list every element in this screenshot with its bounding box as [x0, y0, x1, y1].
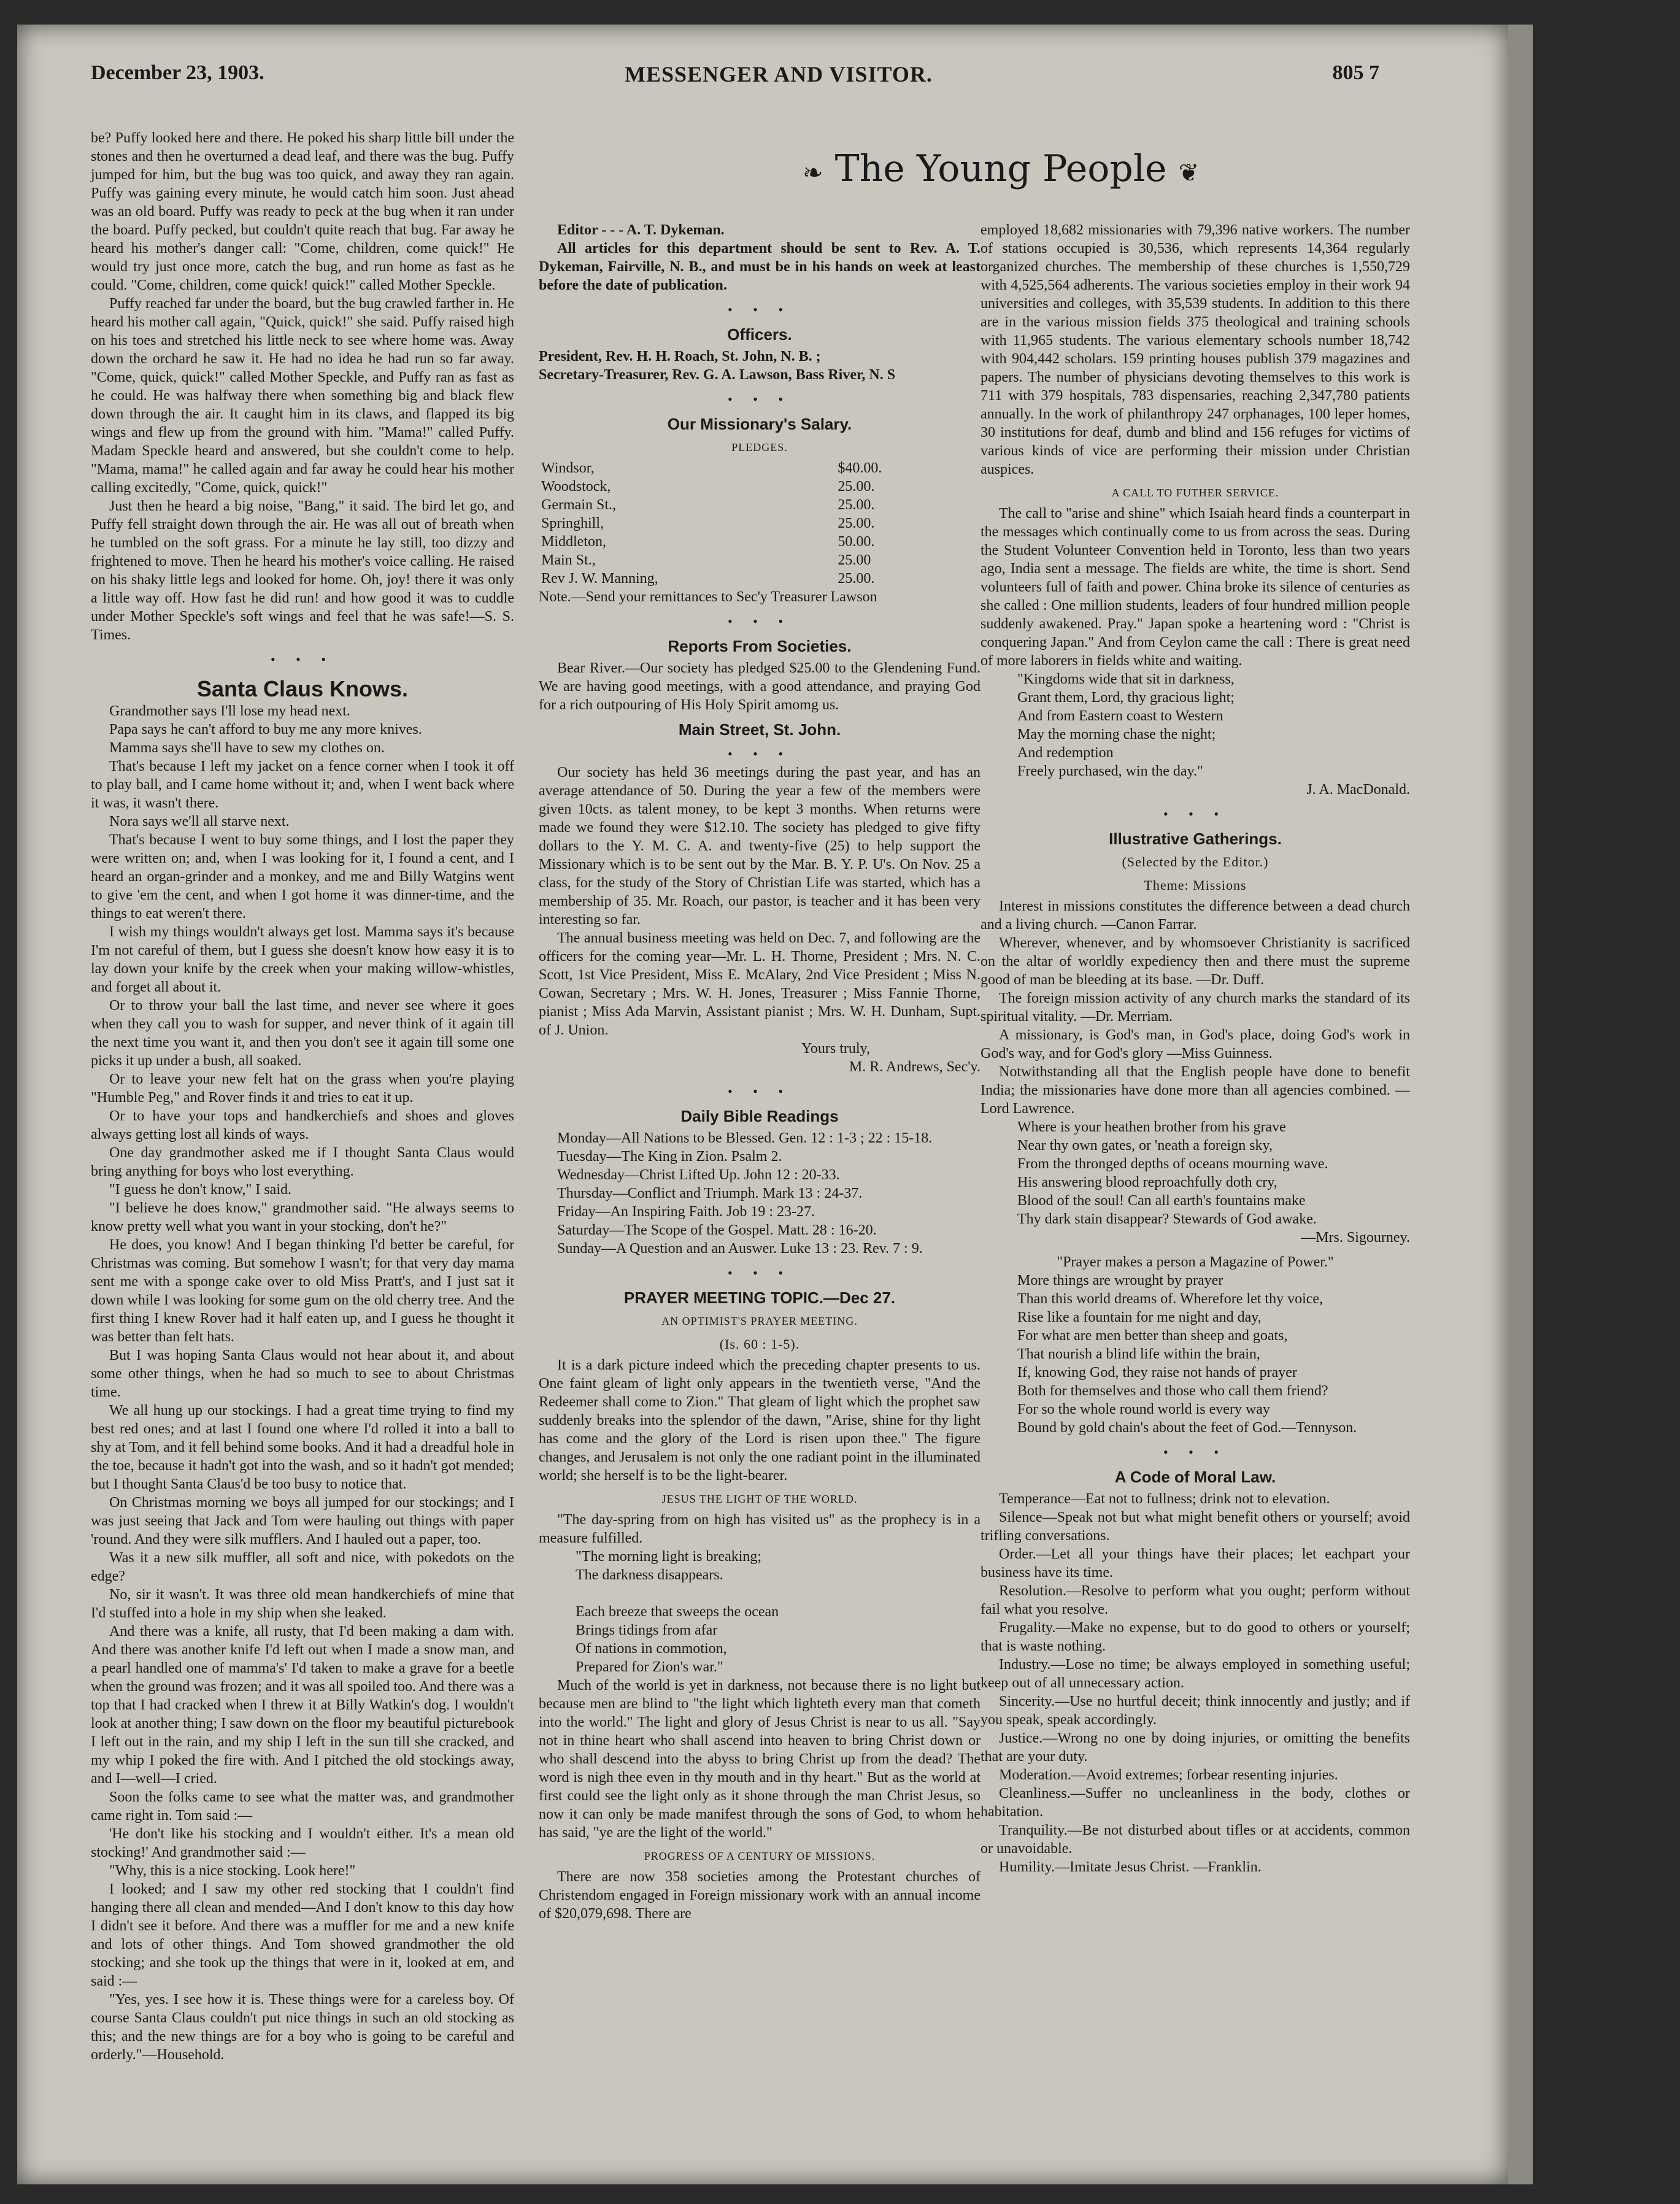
paragraph: Industry.—Lose no time; be always employed in something useful; keep out of all unnecessary action. [981, 1657, 1410, 1691]
paragraph: That's because I left my jacket on a fence corner when I took it off to play ball, and I came home without it; and, when I went back where it was, it wasn't there. [91, 758, 514, 811]
pledge-amount: 25.00. [838, 497, 875, 513]
paragraph: be? Puffy looked here and there. He poked his sharp little bill under the stones and then he overturned a dead leaf, and there was the bug. Puffy jumped for him, but the bug was too quick, and away they ran again. Puffy was gaining every minute, he would catch him soon. Just ahead was an old board. Puffy was ready to peck at the bug when it ran under the board. Puffy pecked, but couldn't quite reach that bug. Far away he heard his mother's danger call: "Come, children, come quick!" He would try just once more, catch the bug, and run home as fast as he could. "Come, children, come quick! quick!" called Mother Speckle. [91, 130, 514, 293]
paragraph: Was it a new silk muffler, all soft and nice, with pokedots on the edge? [91, 1550, 514, 1584]
poem-line: More things are wrought by prayer [1017, 1273, 1223, 1289]
pledge-name: Rev J. W. Manning, [541, 571, 658, 587]
flourish-icon: ❦ [1178, 159, 1200, 187]
separator-dots: • • • [270, 652, 335, 667]
poem-line: For what are men better than sheep and goats, [1017, 1328, 1288, 1344]
paragraph: employed 18,682 missionaries with 79,396 native workers. The number of stations occupied is 30,536, which represents 14,364 regularly organized churches. The membership of these churches is 1,550,729 with 4,525,564 adherents. The various societies employ in their work 94 universities and colleges, with 35,539 students. In addition to this there are in the various mission fields 375 theological and training schools with 11,965 students. The various elementary schools number 18,742 with 904,442 scholars. 159 printing houses publish 379 magazines and papers. The number of physicians devoting themselves to this work is 711 with 379 hospitals, 783 dispensaries, reaching 2,347,780 patients annually. In the work of philanthropy 247 orphanages, 100 leper homes, 30 institutions for deaf, dumb and blind and 156 refuges for victims of various kinds of vice are performing their mission under Christian auspices. [981, 222, 1410, 477]
separator-dots: • • • [727, 1084, 792, 1099]
officers-heading: Officers. [727, 325, 792, 344]
poem-line: Both for themselves and those who call them friend? [1017, 1383, 1328, 1399]
article-body [91, 702, 514, 2064]
paragraph: Monday—All Nations to be Blessed. Gen. 12 : 1-3 ; 22 : 15-18. [557, 1130, 933, 1146]
page-header [91, 61, 1379, 104]
code-heading: A Code of Moral Law. [1114, 1468, 1276, 1486]
paragraph: Cleanliness.—Suffer no uncleanliness in the body, clothes or habitation. [981, 1786, 1410, 1820]
paragraph: Thursday—Conflict and Triumph. Mark 13 : 24-37. [557, 1185, 863, 1201]
paragraph: The annual business meeting was held on Dec. 7, and following are the officers for the coming year—Mr. L. H. Thorne, President ; Mrs. N. C. Scott, 1st Vice President, Miss E. McAlary, 2nd Vice President ; Miss N. Cowan, Secretary ; Mrs. W. H. Jones, Treasurer ; Miss Fannie Thorne, pianist ; Miss Ada Marvin, Assistant pianist ; Mrs. W. H. Dunham, Supt. of J. Union. [539, 930, 981, 1038]
paragraph: We all hung up our stockings. I had a great time trying to find my best red ones; and at last I found one where I'd rolled it into a ball to shy at Tom, and it fell behind some books. And it had a dreadful hole in the toe, because it hadn't got into the wash, and so it hadn't got mended; but I thought Santa Claus'd be too busy to notice that. [91, 1403, 514, 1492]
newspaper-page [17, 25, 1508, 2184]
poem-line: If, knowing God, they raise not hands of prayer [1017, 1365, 1297, 1381]
paragraph: He does, you know! And I began thinking I'd better be careful, for Christmas was coming. But somehow I wasn't; for that very day mama sent me with a sponge cake over to old Miss Pratt's, and I just sat it down while I was looking for some gum on the old cherry tree. And the first thing I knew Rover had it half eaten up, and I guess he thought it was better than felt hats. [91, 1237, 514, 1345]
section-title-text: The Young People [834, 147, 1167, 190]
prayer-subheading: AN OPTIMIST'S PRAYER MEETING. [661, 1315, 858, 1327]
paragraph: The call to "arise and shine" which Isaiah heard finds a counterpart in the messages which continually come to us from across the seas. During the Student Volunteer Convention held in Toronto, less than two years ago, India sent a message. The fields are white, the time is short. Send volunteers full of faith and power. China broke its silence of centuries as she called : One million students, leaders of four hundred million people suddenly awakened. Pray." Japan spoke a heartening word : "Christ is conquering Japan." And from Ceylon came the call : There is great need of more laborers in fields white and waiting. [981, 506, 1410, 669]
paragraph: Or to throw your ball the last time, and never see where it goes when they call you to wash for supper, and never think of it again till the next time you want it, and then you don't see it again till some one picks it up under a bush, all soaked. [91, 998, 514, 1069]
poem-line: Freely purchased, win the day." [1017, 763, 1203, 779]
separator-dots: • • • [1163, 806, 1228, 822]
paragraph: And there was a knife, all rusty, that I'd been making a dam with. And there was another knife I'd left out when I made a snow man, and a pearl handled one of mamma's' I'd taken to make a grave for a beetle when the ground was frozen; and it was all spoiled too. And there was a top that I had cracked when I threw it at Billy Watkin's dog. I wouldn't look at another thing; I saw down on the floor my beautiful picturebook I left out in the rain, and my ship I left in the sun till she cracked, and my whip I poked the fire with. And I pitched the old stockings away, and I—well—I cried. [91, 1624, 514, 1787]
paragraph: I wish my things wouldn't always get lost. Mamma says it's because I'm not careful of them, but I guess she doesn't know how easy it is to lay down your knife by the creek when your making willow-whistles, and forget all about it. [91, 924, 514, 995]
paragraph: Sincerity.—Use no hurtful deceit; think innocently and justly; and if you speak, speak accordingly. [981, 1693, 1410, 1728]
paragraph: Resolution.—Resolve to perform what you ought; perform without fail what you resolve. [981, 1583, 1410, 1617]
editor-line: Editor - - - A. T. Dykeman. [557, 222, 725, 238]
paragraph: Our society has held 36 meetings during the past year, and has an average attendance of 50. During the year a few of the members were given 10cts. as talent money, to be kept 3 months. When returns were made we found they were $12.10. The society has pledged to give fifty dollars to the Y. M. C. A. and twenty-five (25) to help support the Missionary which is to be sent out by the Mar. B. Y. P. U's. On Nov. 25 a class, for the study of the Story of Christian Life was started, which has a membership of 35. Mr. Roach, our pastor, is teacher and it has been very interesting so far. [539, 765, 981, 928]
paragraph: No, sir it wasn't. It was three old mean handkerchiefs of mine that I'd stuffed into a hole in my ship when she leaked. [91, 1587, 514, 1621]
poem-line: Bound by gold chain's about the feet of God.—Tennyson. [1017, 1420, 1357, 1436]
editor-note: All articles for this department should be sent to Rev. A. T. Dykeman, Fairville, N. B., and must be in his hands on week at least before the date of publication. [539, 241, 981, 293]
masthead: MESSENGER AND VISITOR. [625, 62, 933, 87]
pledge-name: Windsor, [541, 460, 595, 476]
poem-line: And from Eastern coast to Western [1017, 708, 1223, 724]
paragraph: Mamma says she'll have to sew my clothes on. [109, 740, 385, 756]
pledge-row [539, 477, 981, 496]
poem-line: Prepared for Zion's war." [576, 1659, 723, 1675]
pledge-name: Springhill, [541, 515, 604, 531]
jesus-subheading: JESUS THE LIGHT OF THE WORLD. [661, 1493, 858, 1505]
poem [539, 1547, 981, 1676]
poem-line: And redemption [1017, 745, 1114, 761]
pledge-row [539, 551, 981, 569]
poem-line: From the thronged depths of oceans mourning wave. [1017, 1156, 1328, 1172]
illustrative-sub: (Selected by the Editor.) [1122, 854, 1269, 869]
paragraph: Puffy reached far under the board, but the bug crawled farther in. He heard his mother call again, "Quick, quick!" she said. Puffy raised high on his toes and stretched his little neck to see where home was. Away down the orchard he saw it. He had no idea he had run so far away. "Come, quick, quick!" called Mother Speckle, and Puffy ran as fast as he could. He was halfway there when something big and black flew down through the air. It caught him in its claws, and flapped its big wings and flew up from the ground with him. "Mama!" called Puffy. Madam Speckle heard and answered, but she couldn't come to help. "Mama, mama!" he called again and far away he could hear his mother calling excitedly, "Come, quick, quick!" [91, 296, 514, 496]
poem [981, 1118, 1410, 1228]
section-title [803, 147, 1199, 190]
officer-line: Secretary-Treasurer, Rev. G. A. Lawson, Bass River, N. S [539, 367, 896, 383]
pledge-amount: 50.00. [838, 534, 875, 550]
separator-dots: • • • [727, 1265, 792, 1281]
paragraph: A missionary, is God's man, in God's place, doing God's work in God's way, and for God's glory —Miss Guinness. [981, 1027, 1410, 1062]
pledge-name: Main St., [541, 552, 596, 568]
paragraph: It is a dark picture indeed which the preceding chapter presents to us. One faint gleam of light only appears in the twentieth verse, "And the Redeemer shall come to Zion." That gleam of light which the prophet saw suddenly breaks into the splendor of the dawn, "Arise, shine for thy light has come and the glory of the Lord is risen upon thee." The figure changes, and Jerusalem is not only the one radiant point in the illuminated world; she herself is to be the light-bearer. [539, 1357, 981, 1484]
poem-author: —Mrs. Sigourney. [1301, 1230, 1410, 1246]
paragraph: Temperance—Eat not to fullness; drink not to elevation. [999, 1491, 1330, 1507]
pledges-note: Note.—Send your remittances to Sec'y Treasurer Lawson [539, 589, 877, 605]
paragraph: 'He don't like his stocking and I wouldn't either. It's a mean old stocking!' And grandmother said :— [91, 1826, 514, 1860]
poem-line: His answering blood reproachfully doth cry, [1017, 1174, 1277, 1190]
bible-heading: Daily Bible Readings [680, 1107, 839, 1125]
poem-line: Blood of the soul! Can all earth's fountains make [1017, 1193, 1306, 1209]
poem-line: Rise like a fountain for me night and day, [1017, 1309, 1262, 1325]
pledge-amount: 25.00. [838, 479, 875, 495]
report-bear-river: Bear River.—Our society has pledged $25.00 to the Glendening Fund. We are having good meetings, with a good attendance, and praying God for a rich outpouring of His Holy Spirit amomg us. [539, 660, 981, 713]
poem-line: Each breeze that sweeps the ocean [576, 1604, 779, 1620]
paragraph: "I believe he does know," grandmother said. "He always seems to know pretty well what you want in your stocking, don't he?" [91, 1200, 514, 1235]
paragraph: Just then he heard a big noise, "Bang," it said. The bird let go, and Puffy fell straight down through the air. He was all out of breath when he tumbled on the soft grass. For a minute he lay still, too dizzy and frightened to move. Then he heard his mother's voice calling. He raised on his shaky little legs and looked for home. Oh, joy! there it was only a little way off. How fast he did run! and how good it was to cuddle under Mother Speckle's soft wings and feel that he was safe!—S. S. Times. [91, 498, 514, 643]
signature: M. R. Andrews, Sec'y. [849, 1059, 981, 1075]
pledge-amount: 25.00. [838, 571, 875, 587]
paragraph: "The day-spring from on high has visited us" as the prophecy is in a measure fulfilled. [539, 1512, 981, 1546]
paragraph: Notwithstanding all that the English people have done to benefit India; the missionaries have done more than all agencies combined. —Lord Lawrence. [981, 1064, 1410, 1117]
poem-author: J. A. MacDonald. [1306, 782, 1410, 798]
magazine-quote: "Prayer makes a person a Magazine of Power." [1057, 1254, 1334, 1270]
poem-line: Grant them, Lord, thy gracious light; [1017, 690, 1235, 706]
pledge-amount: 25.00 [838, 552, 871, 568]
separator-dots: • • • [727, 391, 792, 407]
page-edge [1508, 25, 1533, 2184]
paragraph: Tuesday—The King in Zion. Psalm 2. [557, 1149, 782, 1165]
separator-dots: • • • [1163, 1444, 1228, 1460]
pledge-row [539, 496, 981, 514]
paragraph: There are now 358 societies among the Protestant churches of Christendom engaged in Foreign missionary work with an annual income of $20,079,698. There are [539, 1869, 981, 1922]
column-middle [539, 221, 981, 1923]
poem-line: Brings tidings from afar [576, 1622, 718, 1638]
article-title: Santa Claus Knows. [196, 676, 409, 701]
pledges-table [539, 459, 981, 588]
paragraph: Or to have your tops and handkerchiefs and shoes and gloves always getting lost all kinds of ways. [91, 1108, 514, 1142]
paragraph: Tranquility.—Be not disturbed about tifles or at accidents, common or unavoidable. [981, 1822, 1410, 1857]
poem-line: "The morning light is breaking; [576, 1549, 762, 1565]
poem-line [539, 1584, 981, 1603]
paragraph: Friday—An Inspiring Faith. Job 19 : 23-27. [557, 1204, 815, 1220]
paragraph: But I was hoping Santa Claus would not hear about it, and about some other things, when he had so much to see to about Christmas time. [91, 1347, 514, 1400]
illustrative-theme: Theme: Missions [1144, 877, 1247, 893]
issue-date: December 23, 1903. [91, 61, 264, 84]
illustrative-heading: Illustrative Gatherings. [1109, 830, 1282, 848]
paragraph: "Why, this is a nice stocking. Look here!" [109, 1863, 356, 1879]
pledge-amount: 25.00. [838, 515, 875, 531]
poem-line: Where is your heathen brother from his grave [1017, 1119, 1286, 1135]
poem-line: The darkness disappears. [576, 1567, 723, 1583]
paragraph: Or to leave your new felt hat on the grass when you're playing "Humble Peg," and Rover finds it and tries to eat it up. [91, 1071, 514, 1106]
paragraph: Wednesday—Christ Lifted Up. John 12 : 20-33. [557, 1167, 840, 1183]
poem-line: For so the whole round world is every way [1017, 1401, 1270, 1417]
pledge-amount: $40.00. [838, 460, 882, 476]
pledge-name: Germain St., [541, 497, 616, 513]
prayer-reference: (Is. 60 : 1-5). [719, 1336, 800, 1352]
prayer-heading: PRAYER MEETING TOPIC.—Dec 27. [623, 1289, 896, 1307]
separator-dots: • • • [727, 746, 792, 761]
poem-line: Of nations in commotion, [576, 1641, 727, 1657]
main-street-heading: Main Street, St. John. [678, 720, 841, 739]
salary-heading: Our Missionary's Salary. [667, 415, 852, 433]
progress-subheading: PROGRESS OF A CENTURY OF MISSIONS. [644, 1850, 876, 1862]
paragraph: "Yes, yes. I see how it is. These things were for a careless boy. Of course Santa Claus couldn't put nice things in such an old stocking as this; and the new things are for a boy who is going to be careful and orderly."—Household. [91, 1992, 514, 2063]
paragraph: "I guess he don't know," I said. [109, 1182, 291, 1198]
pledge-name: Woodstock, [541, 479, 611, 495]
paragraph: I looked; and I saw my other red stocking that I couldn't find hanging there all clean and mended—And I don't know to this day how I didn't see it before. And there was a muffler for me and a new knife and lots of other things. And Tom showed grandmother the old stocking; and she took up the things that were in it, looked at em, and said :— [91, 1881, 514, 1989]
poem-line: Than this world dreams of. Wherefore let thy voice, [1017, 1291, 1324, 1307]
column-left [91, 129, 514, 2064]
paragraph: Moderation.—Avoid extremes; forbear resenting injuries. [999, 1767, 1338, 1783]
story-end [91, 129, 514, 644]
separator-dots: • • • [727, 302, 792, 317]
quotes [981, 897, 1410, 1118]
bible-readings [539, 1129, 981, 1258]
paragraph: Wherever, whenever, and by whomsoever Christianity is sacrificed on the altar of worldly expediency then and there must the supreme good of man be bleeding at its base. —Dr. Duff. [981, 935, 1410, 988]
officer-line: President, Rev. H. H. Roach, St. John, N. B. ; [539, 349, 821, 364]
paragraph: Justice.—Wrong no one by doing injuries, or omitting the benefits that are your duty. [981, 1730, 1410, 1765]
paragraph: Sunday—A Question and an Auswer. Luke 13 : 23. Rev. 7 : 9. [557, 1241, 923, 1257]
pledges-label: PLEDGES. [731, 441, 788, 453]
paragraph: On Christmas morning we boys all jumped for our stockings; and I was just seeing that Jack and Tom were hauling out things with paper 'round. And they were silk mufflers. And I hauled out a paper, too. [91, 1495, 514, 1547]
poem-line: Thy dark stain disappear? Stewards of God awake. [1017, 1211, 1317, 1227]
call-subheading: A CALL TO FUTHER SERVICE. [1111, 487, 1279, 499]
paragraph: Silence—Speak not but what might benefit others or yourself; avoid trifling conversations. [981, 1509, 1410, 1544]
pledge-row [539, 459, 981, 477]
poem-line: That nourish a blind life within the brain, [1017, 1346, 1260, 1362]
paragraph: The foreign mission activity of any church marks the standard of its spiritual vitality. —Dr. Merriam. [981, 990, 1410, 1025]
paragraph: Papa says he can't afford to buy me any more knives. [109, 722, 422, 738]
pledge-row [539, 514, 981, 533]
separator-dots: • • • [727, 614, 792, 629]
pledge-row [539, 533, 981, 551]
pledge-name: Middleton, [541, 534, 606, 550]
poem-line: Near thy own gates, or 'neath a foreign sky, [1017, 1138, 1273, 1154]
poem [981, 670, 1410, 780]
paragraph: Frugality.—Make no expense, but to do good to others or yourself; that is waste nothing. [981, 1620, 1410, 1654]
paragraph: Nora says we'll all starve next. [109, 814, 290, 830]
poem [981, 1271, 1410, 1437]
poem-line: "Kingdoms wide that sit in darkness, [1017, 671, 1235, 687]
paragraph: Order.—Let all your things have their places; let eachpart your business have its time. [981, 1546, 1410, 1581]
paragraph: One day grandmother asked me if I thought Santa Claus would bring anything for boys who lost everything. [91, 1145, 514, 1179]
closing: Yours truly, [801, 1041, 870, 1057]
paragraph: That's because I went to buy some things, and I lost the paper they were written on; and, when I was looking for it, I found a cent, and I heard an organ-grinder and a monkey, and me and Billy Watgins went to give 'em the cent, and when I got home it was dinner-time, and the things to eat weren't there. [91, 832, 514, 922]
paragraph: Humility.—Imitate Jesus Christ. —Franklin. [999, 1859, 1262, 1875]
page-number: 805 7 [1332, 61, 1379, 84]
paragraph: Soon the folks came to see what the matter was, and grandmother came right in. Tom said :— [91, 1789, 514, 1824]
poem-line: May the morning chase the night; [1017, 726, 1216, 742]
moral-code [981, 1490, 1410, 1876]
paragraph: Interest in missions constitutes the difference between a dead church and a living church. —Canon Farrar. [981, 898, 1410, 933]
reports-heading: Reports From Societies. [668, 637, 852, 655]
paragraph: Much of the world is yet in darkness, not because there is no light but because men are blind to "the light which lighteth every man that cometh into the world." The light and glory of Jesus Christ is near to us all. "Say not in thine heart who shall ascend into heaven to bring Christ down or who shall descend into the abyss to bring Christ up from the dead? The word is nigh thee even in thy mouth and in thy heart." But as the world at first could see the light only as it shone through the man Christ Jesus, so now it can only be made manifest through the sons of God, to whom he has said, "ye are the light of the world." [539, 1678, 981, 1841]
flourish-icon: ❧ [803, 159, 823, 187]
paragraph: Saturday—The Scope of the Gospel. Matt. 28 : 16-20. [557, 1222, 877, 1238]
pledge-row [539, 569, 981, 588]
paragraph: Grandmother says I'll lose my head next. [109, 703, 350, 719]
column-right [981, 221, 1410, 1876]
